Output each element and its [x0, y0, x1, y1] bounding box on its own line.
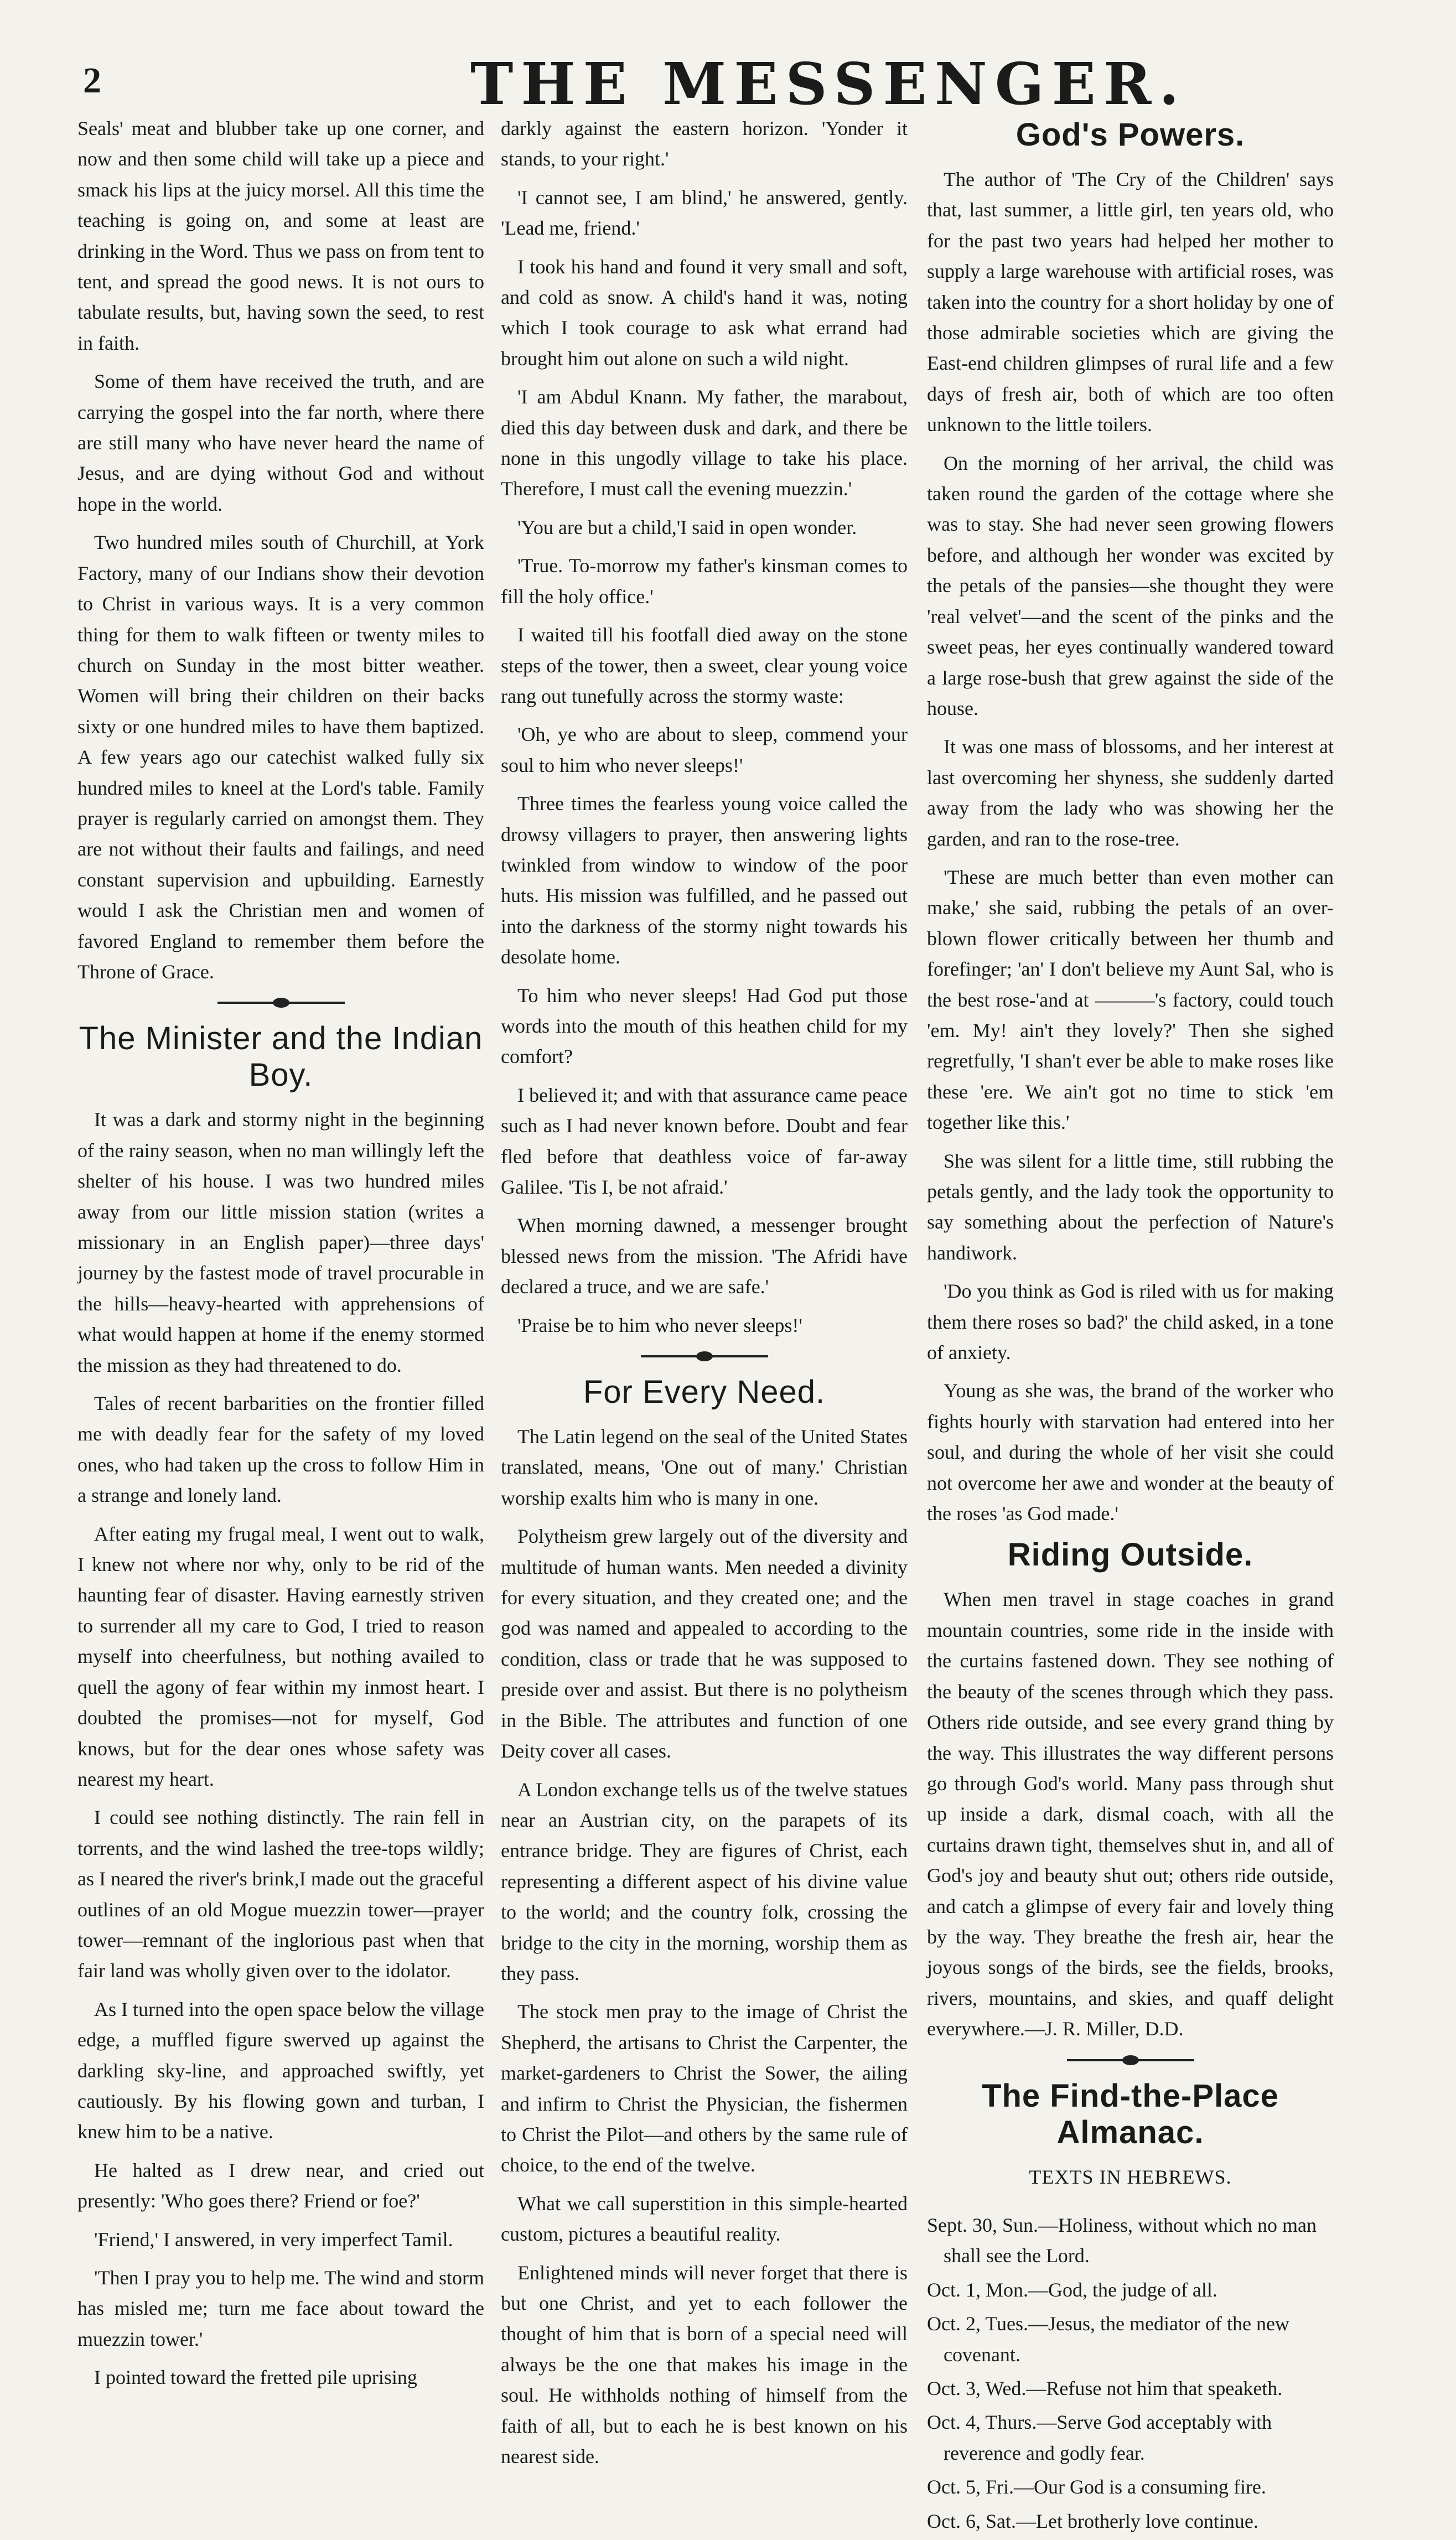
divider-ornament [217, 1002, 345, 1004]
paragraph: Tales of recent barbarities on the frontier filled me with deadly fear for the safety of my loved ones, who had taken up the cross to follow Him in a strange and lonely land. [77, 1392, 484, 1507]
almanac-entry: Oct. 3, Wed.—Refuse not him that speaketh. [927, 2377, 1283, 2399]
paragraph: 'These are much better than even mother can make,' she said, rubbing the petals of an over-blown flower critically between her thumb and forefinger; 'an' I don't believe my Aunt Sal, who is the best rose-'and at ———'s factory, could touch 'em. My! ain't they lovely?' Then she sighed regretfully, 'I shan't ever be able to make roses like these 'ere. We ain't got no time to stick 'em together like this.' [927, 865, 1334, 1134]
almanac-entry: Oct. 1, Mon.—God, the judge of all. [927, 2278, 1217, 2301]
almanac-subhead: TEXTS IN HEBREWS. [1029, 2165, 1232, 2188]
column-1 [77, 113, 484, 2401]
almanac-list [927, 2210, 1334, 2537]
paragraph: Two hundred miles south of Churchill, at York Factory, many of our Indians show their devotion to Christ in various ways. It is a very common thing for them to walk fifteen or twenty miles to church on Sunday in the most bitter weather. Women will bring their children on their backs sixty or one hundred miles to have them baptized. A few years ago our catechist walked fully six hundred miles to kneel at the Lord's table. Family prayer is regularly carried on amongst them. They are not without their faults and failings, and need constant supervision and upbuilding. Earnestly would I ask the Christian men and women of favored England to remember them before the Throne of Grace. [77, 531, 484, 983]
paragraph: I took his hand and found it very small and soft, and cold as snow. A child's hand it was, noting which I took courage to ask what errand had brought him out alone on such a wild night. [501, 255, 908, 370]
headline-gods-powers: God's Powers. [1015, 117, 1245, 153]
newspaper-title: THE MESSENGER. [470, 50, 1187, 118]
paragraph: Polytheism grew largely out of the diversity and multitude of human wants. Men needed a divinity for every situation, and they created one; and the god was named and appealed to according to the condition, class or trade that he was supposed to preside over and assist. But there is no polytheism in the Bible. The attributes and function of one Deity cover all cases. [501, 1525, 908, 1763]
paragraph: What we call superstition in this simple-hearted custom, pictures a beautiful reality. [501, 2192, 908, 2246]
paragraph: After eating my frugal meal, I went out to walk, I knew not where nor why, only to be rid of the haunting fear of disaster. Having earnestly striven to surrender all my care to God, I tried to reason myself into cheerfulness, but nothing availed to quell the agony of fear within my inmost heart. I doubted the promises—not for myself, God knows, but for the dear ones whose safety was nearest my heart. [77, 1522, 484, 1790]
headline-riding-outside: Riding Outside. [1007, 1537, 1253, 1573]
paragraph: She was silent for a little time, still rubbing the petals gently, and the lady took the opportunity to say something about the perfection of Nature's handiwork. [927, 1149, 1334, 1264]
paragraph: 'I am Abdul Knann. My father, the marabout, died this day between dusk and dark, and there be none in this ungodly village to take his place. Therefore, I must call the evening muezzin.' [501, 386, 908, 500]
column-3 [927, 113, 1334, 2540]
divider-ornament [641, 1355, 768, 1357]
paragraph: He halted as I drew near, and cried out presently: 'Who goes there? Friend or foe?' [77, 2159, 484, 2212]
paragraph: 'Friend,' I answered, in very imperfect Tamil. [94, 2228, 453, 2251]
almanac-entry: Oct. 4, Thurs.—Serve God acceptably with reverence and godly fear. [927, 2411, 1272, 2464]
paragraph: 'Oh, ye who are about to sleep, commend your soul to him who never sleeps!' [501, 723, 908, 776]
paragraph: Some of them have received the truth, and are carrying the gospel into the far north, where there are still many who have never heard the name of Jesus, and are dying without God and without hope in the world. [77, 370, 484, 515]
paragraph: 'Do you think as God is riled with us for making them there roses so bad?' the child asked, in a tone of anxiety. [927, 1280, 1334, 1364]
paragraph: To him who never sleeps! Had God put those words into the mouth of this heathen child for my comfort? [501, 984, 908, 1068]
almanac-entry: Oct. 6, Sat.—Let brotherly love continue. [927, 2510, 1258, 2532]
almanac-entry: Sept. 30, Sun.—Holiness, without which no man shall see the Lord. [927, 2214, 1317, 2267]
headline-for-every-need: For Every Need. [583, 1374, 826, 1411]
paragraph: I pointed toward the fretted pile uprising [94, 2366, 417, 2389]
paragraph: Young as she was, the brand of the worker who fights hourly with starvation had entered into her soul, and during the whole of her visit she could not overcome her awe and wonder at the beauty of the roses 'as God made.' [927, 1380, 1334, 1525]
paragraph: 'True. To-morrow my father's kinsman comes to fill the holy office.' [501, 554, 908, 608]
paragraph: 'I cannot see, I am blind,' he answered, gently. 'Lead me, friend.' [501, 186, 908, 240]
paragraph: Seals' meat and blubber take up one corner, and now and then some child will take up a piece and smack his lips at the juicy morsel. All this time the teaching is going on, and some at least are drinking in the Word. Thus we pass on from tent to tent, and spread the good news. It is not ours to tabulate results, but, having sown the seed, to rest in faith. [77, 117, 484, 354]
column-2 [501, 113, 908, 2480]
paragraph: When men travel in stage coaches in grand mountain countries, some ride in the inside with the curtains fastened down. They see nothing of the beauty of the scenes through which they pass. Others ride outside, and see every grand thing by the way. This illustrates the way different persons go through God's world. Many pass through shut up inside a dark, dismal coach, with all the curtains drawn tight, themselves shut in, and all of God's joy and beauty shut out; others ride outside, and catch a glimpse of every fair and lovely thing by the way. They breathe the fresh air, hear the joyous songs of the birds, see the fields, brooks, rivers, mountains, and skies, and quaff delight everywhere.—J. R. Miller, D.D. [927, 1588, 1334, 2040]
paragraph: Three times the fearless young voice called the drowsy villagers to prayer, then answering lights twinkled from window to window of the poor huts. His mission was fulfilled, and he passed out into the darkness of the stormy night towards his desolate home. [501, 792, 908, 968]
paragraph: 'You are but a child,'I said in open wonder. [517, 516, 857, 538]
paragraph: The Latin legend on the seal of the United States translated, means, 'One out of many.' Christian worship exalts him who is many in one. [501, 1425, 908, 1509]
paragraph: When morning dawned, a messenger brought blessed news from the mission. 'The Afridi have declared a truce, and we are safe.' [501, 1214, 908, 1298]
divider-ornament [1067, 2059, 1194, 2061]
paragraph: It was one mass of blossoms, and her interest at last overcoming her shyness, she suddenly darted away from the lady who was showing her the garden, and ran to the rose-tree. [927, 735, 1334, 850]
paragraph: I believed it; and with that assurance came peace such as I had never known before. Doubt and fear fled before that deathless voice of far-away Galilee. 'Tis I, be not afraid.' [501, 1084, 908, 1198]
paragraph: On the morning of her arrival, the child was taken round the garden of the cottage where she was to stay. She had never seen growing flowers before, and although her wonder was excited by the petals of the pansies—she thought they were 'real velvet'—and the scent of the pinks and the sweet peas, her eyes continually wandered toward a large rose-bush that grew against the side of the house. [927, 452, 1334, 719]
paragraph: 'Then I pray you to help me. The wind and storm has misled me; turn me face about toward the muezzin tower.' [77, 2267, 484, 2350]
paragraph: The author of 'The Cry of the Children' says that, last summer, a little girl, ten years old, who for the past two years had helped her mother to supply a large warehouse with artificial roses, was taken into the country for a short holiday by one of those admirable societies which are giving the East-end children glimpses of rural life and a few days of fresh air, both of which are too often unknown to the little toilers. [927, 168, 1334, 436]
paragraph: As I turned into the open space below the village edge, a muffled figure swerved up against the darkling sky-line, and approached swiftly, yet cautiously. By his flowing gown and turban, I knew him to be a native. [77, 1998, 484, 2143]
paragraph: darkly against the eastern horizon. 'Yonder it stands, to your right.' [501, 117, 908, 170]
paragraph: A London exchange tells us of the twelve statues near an Austrian city, on the parapets of its entrance bridge. They are figures of Christ, each representing a different aspect of his divine value to the world; and the country folk, crossing the bridge to the city in the morning, worship them as they pass. [501, 1778, 908, 1984]
paragraph: Enlightened minds will never forget that there is but one Christ, and yet to each follower the thought of him that is born of a special need will always be the one that makes his image in the soul. He withholds nothing of himself from the faith of all, but to each he is best known on his nearest side. [501, 2261, 908, 2468]
headline-minister-indian-boy: The Minister and the Indian Boy. [79, 1020, 483, 1093]
almanac-entry: Oct. 5, Fri.—Our God is a consuming fire. [927, 2476, 1266, 2498]
page-number: 2 [83, 60, 101, 101]
almanac-entry: Oct. 2, Tues.—Jesus, the mediator of the new covenant. [927, 2313, 1289, 2366]
paragraph: It was a dark and stormy night in the beginning of the rainy season, when no man willingly left the shelter of his house. I was two hundred miles away from our little mission station (writes a missionary in an English paper)—three days' journey by the fastest mode of travel procurable in the hills—heavy-hearted with apprehensions of what would happen at home if the enemy stormed the mission as they had threatened to do. [77, 1108, 484, 1376]
paragraph: The stock men pray to the image of Christ the Shepherd, the artisans to Christ the Carpenter, the market-gardeners to Christ the Sower, the ailing and infirm to Christ the Physician, the fishermen to Christ the Pilot—and others by the same rule of choice, to the end of the twelve. [501, 2000, 908, 2176]
paragraph: I could see nothing distinctly. The rain fell in torrents, and the wind lashed the tree-tops wildly; as I neared the river's brink,I made out the graceful outlines of an old Mogue muezzin tower—prayer tower—remnant of the inglorious past when that fair land was wholly given over to the idolator. [77, 1806, 484, 1982]
headline-almanac: The Find-the-Place Almanac. [982, 2077, 1279, 2150]
paragraph: 'Praise be to him who never sleeps!' [517, 1314, 802, 1336]
paragraph: I waited till his footfall died away on the stone steps of the tower, then a sweet, clear young voice rang out tunefully across the stormy waste: [501, 624, 908, 707]
